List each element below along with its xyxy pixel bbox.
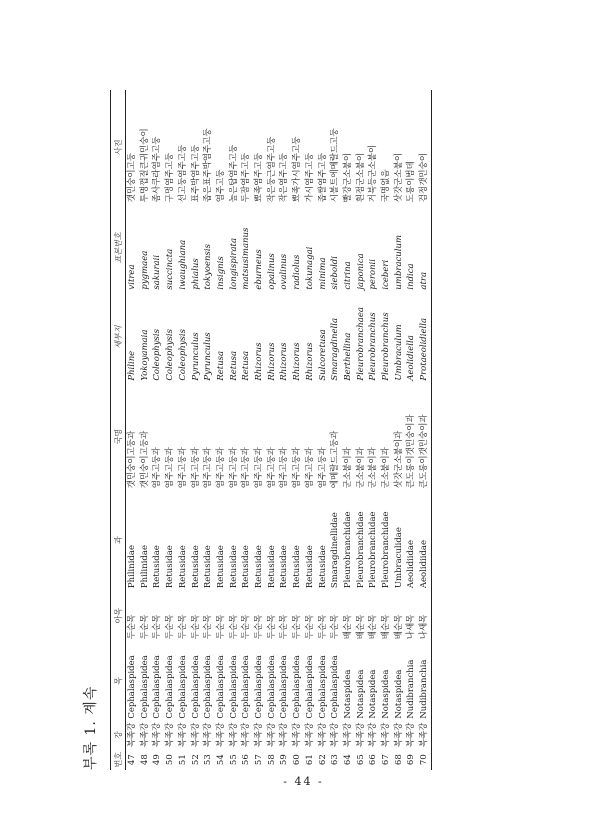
- cell-family: Retusidae: [241, 545, 252, 589]
- cell-photo-name: 빨강군소붙이: [342, 152, 353, 203]
- table-row: [367, 90, 380, 770]
- cell-order: Cephalaspidea: [177, 655, 188, 719]
- cell-photo-name: 두잠염주고둥: [241, 152, 252, 203]
- cell-family: Retusidae: [165, 545, 176, 589]
- appendix-title: 부록 1. 계속: [83, 685, 99, 770]
- cell-suborder: 두순목: [241, 614, 252, 640]
- cell-species: succincta: [165, 248, 176, 290]
- cell-species: iwaughiana: [177, 239, 188, 290]
- cell-genus: Pyrunculus: [190, 332, 201, 381]
- cell-genus: Retusa: [228, 350, 239, 381]
- cell-photo-name: 뾰족염주고둥: [254, 152, 265, 203]
- cell-suborder: 두순목: [127, 614, 137, 640]
- cell-suborder: 두순목: [215, 614, 226, 640]
- cell-species: tokyoensis: [203, 244, 214, 290]
- cell-number: 54: [215, 754, 226, 766]
- cell-family: Retusidae: [266, 545, 277, 589]
- cell-class: 복족강: [368, 722, 379, 748]
- cell-suborder: 두순목: [152, 614, 163, 640]
- table-row: [253, 90, 266, 770]
- cell-number: 53: [203, 754, 214, 766]
- cell-genus: Pleurobranchaea: [355, 307, 366, 381]
- cell-photo-name: 좁은표주박염주고둥: [203, 128, 214, 203]
- cell-family: Retusidae: [152, 545, 163, 589]
- cell-photo-name: 투명껍질큰귀민숭이: [139, 128, 150, 203]
- cell-genus: Coleophysis: [165, 329, 176, 381]
- cell-order: Cephalaspidea: [203, 655, 214, 719]
- table-row: [228, 90, 241, 770]
- cell-order: Cephalaspidea: [279, 655, 290, 719]
- cell-family: Retusidae: [317, 545, 328, 589]
- table-row: [278, 90, 291, 770]
- table-row: [355, 90, 368, 770]
- cell-number: 59: [279, 754, 290, 766]
- cell-photo-name: 구멍염주고둥: [165, 152, 176, 203]
- cell-genus: Smaragdinella: [330, 317, 341, 381]
- table-row: [393, 90, 406, 770]
- cell-family: Retusidae: [215, 545, 226, 589]
- cell-order: Cephalaspidea: [292, 655, 303, 719]
- cell-class: 복족강: [165, 722, 176, 748]
- cell-species: umbraculum: [393, 234, 404, 290]
- species-table: [110, 90, 432, 770]
- cell-suborder: 나새목: [406, 614, 417, 640]
- cell-species: matsusimanus: [241, 227, 252, 290]
- cell-photo-name: 좀사쿠라염주고둥: [152, 136, 163, 203]
- cell-photo-name: 삿갓군소붙이: [393, 152, 404, 203]
- table-row: [151, 90, 164, 770]
- cell-genus: Pleurobranchus: [368, 312, 379, 381]
- cell-photo-name: 작은염주고둥: [279, 152, 290, 203]
- cell-class: 복족강: [342, 722, 353, 748]
- cell-korean-name: 군소붙이과: [381, 447, 392, 489]
- cell-order: Notaspidea: [393, 669, 404, 719]
- cell-number: 67: [381, 754, 392, 766]
- cell-suborder: 두순목: [139, 614, 150, 640]
- cell-family: Aeolidiidae: [406, 539, 417, 589]
- header-genus: 세부지: [111, 292, 126, 383]
- cell-class: 복족강: [406, 722, 417, 748]
- cell-photo-name: 선고둥염주고둥: [177, 144, 188, 203]
- cell-class: 복족강: [355, 722, 366, 748]
- header-order: 목: [111, 641, 126, 720]
- cell-family: Retusidae: [228, 545, 239, 589]
- cell-suborder: 두순목: [203, 614, 214, 640]
- cell-class: 복족강: [215, 722, 226, 748]
- header-class: 강: [111, 721, 126, 750]
- cell-species: iceberi: [381, 259, 392, 290]
- cell-photo-name: 거북등군소붙이: [368, 144, 379, 203]
- cell-suborder: 배순목: [381, 614, 392, 640]
- cell-order: Notaspidea: [355, 669, 366, 719]
- cell-korean-name: 염주고둥과: [228, 447, 239, 489]
- cell-genus: Coleophysis: [177, 329, 188, 381]
- rotated-page-content: [80, 90, 540, 770]
- cell-korean-name: 염주고둥과: [317, 447, 328, 489]
- cell-genus: Protaeolidiella: [418, 292, 431, 383]
- cell-korean-name: 군소붙이과: [342, 447, 353, 489]
- cell-number: 66: [368, 754, 379, 766]
- cell-genus: Yokoyamaia: [139, 329, 150, 381]
- header-family: 과: [111, 490, 126, 590]
- cell-family: Retusidae: [190, 545, 201, 589]
- cell-species: sieboldi: [330, 256, 341, 290]
- cell-number: 65: [355, 754, 366, 766]
- cell-korean-name: 갯민숭이고둥과: [127, 430, 137, 489]
- cell-order: Nudibranchia: [418, 641, 431, 720]
- cell-suborder: 두순목: [177, 614, 188, 640]
- cell-class: 복족강: [139, 722, 150, 748]
- cell-number: 49: [152, 754, 163, 766]
- cell-class: 복족강: [203, 722, 214, 748]
- cell-suborder: 두순목: [330, 614, 341, 640]
- cell-family: Retusidae: [279, 545, 290, 589]
- header-number: 번호: [111, 749, 126, 770]
- cell-order: Cephalaspidea: [152, 655, 163, 719]
- cell-genus: Rhizorus: [254, 342, 265, 381]
- cell-family: Aeolidiidae: [418, 490, 431, 590]
- cell-photo-name: 뾰족가시염주고둥: [292, 136, 303, 203]
- cell-korean-name: 염주고둥과: [241, 447, 252, 489]
- cell-number: 55: [228, 754, 239, 766]
- cell-genus: Rhizorus: [266, 342, 277, 381]
- cell-number: 48: [139, 754, 150, 766]
- cell-order: Notaspidea: [368, 669, 379, 719]
- cell-genus: Rhizorus: [279, 342, 290, 381]
- cell-order: Cephalaspidea: [139, 655, 150, 719]
- table-row: [202, 90, 215, 770]
- cell-species: eburneus: [254, 249, 265, 290]
- cell-order: Cephalaspidea: [330, 655, 341, 719]
- cell-korean-name: 염주고둥과: [152, 447, 163, 489]
- cell-order: Cephalaspidea: [254, 655, 265, 719]
- cell-suborder: 배순목: [355, 614, 366, 640]
- table-body: [126, 90, 432, 770]
- cell-family: Pleurobranchidae: [368, 511, 379, 589]
- table-row: [177, 90, 190, 770]
- cell-class: 복족강: [177, 722, 188, 748]
- cell-class: 복족강: [266, 722, 277, 748]
- table-header-row: [111, 90, 126, 770]
- cell-species: sakuraii: [152, 254, 163, 290]
- cell-korean-name: 큰도롱이갯민숭이과: [418, 383, 431, 491]
- table-row: [240, 90, 253, 770]
- cell-korean-name: 염주고둥과: [203, 447, 214, 489]
- cell-korean-name: 염주고둥과: [304, 447, 315, 489]
- cell-class: 복족강: [330, 722, 341, 748]
- cell-species: vitrea: [127, 264, 137, 290]
- page-number: - 44 -: [283, 775, 324, 788]
- cell-suborder: 두순목: [228, 614, 239, 640]
- cell-genus: Coleophysis: [152, 329, 163, 381]
- cell-class: 복족강: [228, 722, 239, 748]
- cell-suborder: 두순목: [266, 614, 277, 640]
- cell-suborder: 두순목: [304, 614, 315, 640]
- cell-species: peronii: [368, 259, 379, 290]
- cell-photo-name: 갯민숭이고둥: [127, 152, 137, 203]
- cell-class: 복족강: [381, 722, 392, 748]
- cell-class: 복족강: [152, 722, 163, 748]
- cell-photo-name: 가시염주고둥: [304, 152, 315, 203]
- cell-suborder: 배순목: [393, 614, 404, 640]
- cell-suborder: 두순목: [292, 614, 303, 640]
- cell-order: Cephalaspidea: [228, 655, 239, 719]
- cell-species: tokunagai: [304, 246, 315, 290]
- cell-order: Cephalaspidea: [266, 655, 277, 719]
- cell-genus: Rhizorus: [292, 342, 303, 381]
- cell-photo-name: 도롱이범데: [406, 161, 417, 203]
- cell-korean-name: 염주고둥과: [279, 447, 290, 489]
- cell-class: 복족강: [254, 722, 265, 748]
- cell-species: minima: [317, 257, 328, 290]
- cell-species: indica: [406, 263, 417, 290]
- cell-species: insignis: [215, 256, 226, 290]
- cell-korean-name: 염주고둥과: [266, 447, 277, 489]
- table-row: [317, 90, 330, 770]
- cell-genus: Umbraculum: [393, 324, 404, 381]
- cell-number: 56: [241, 754, 252, 766]
- cell-species: citrina: [342, 261, 353, 290]
- cell-suborder: 두순목: [317, 614, 328, 640]
- cell-order: Notaspidea: [342, 669, 353, 719]
- table-row: [190, 90, 203, 770]
- table-row: [380, 90, 393, 770]
- cell-photo-name: 흰점군소붙이: [355, 152, 366, 203]
- cell-suborder: 배순목: [342, 614, 353, 640]
- cell-class: 복족강: [241, 722, 252, 748]
- cell-suborder: 두순목: [165, 614, 176, 640]
- cell-korean-name: 삿갓군소붙이과: [393, 430, 404, 489]
- cell-genus: Retusa: [241, 350, 252, 381]
- cell-genus: Retusa: [215, 350, 226, 381]
- cell-family: Umbraculidae: [393, 527, 404, 589]
- cell-photo-name: 표주박염주고둥: [190, 144, 201, 203]
- cell-order: Cephalaspidea: [304, 655, 315, 719]
- header-korean-name: 국명: [111, 383, 126, 491]
- cell-family: Philinidae: [139, 545, 150, 589]
- cell-genus: Pyrunculus: [203, 332, 214, 381]
- cell-family: Retusidae: [203, 545, 214, 589]
- cell-class: 복족강: [127, 722, 137, 748]
- cell-order: Nudibranchia: [406, 659, 417, 719]
- cell-genus: Aeolidiella: [406, 335, 417, 381]
- table-row: [418, 90, 431, 770]
- cell-korean-name: 염주고둥과: [292, 447, 303, 489]
- table-row: [126, 90, 139, 770]
- header-specimen: 표본번호: [111, 204, 126, 291]
- cell-suborder: 나새목: [418, 590, 431, 641]
- cell-order: Cephalaspidea: [241, 655, 252, 719]
- cell-korean-name: 염주고둥과: [254, 447, 265, 489]
- cell-korean-name: 염주고둥과: [215, 447, 226, 489]
- cell-suborder: 배순목: [368, 614, 379, 640]
- cell-family: Retusidae: [304, 545, 315, 589]
- cell-order: Cephalaspidea: [215, 655, 226, 719]
- table-row: [405, 90, 418, 770]
- cell-number: 51: [177, 754, 188, 766]
- cell-suborder: 두순목: [254, 614, 265, 640]
- cell-order: Cephalaspidea: [317, 655, 328, 719]
- cell-photo-name: 작은둥근염주고둥: [266, 136, 277, 203]
- cell-genus: Rhizorus: [304, 342, 315, 381]
- cell-class: 복족강: [393, 722, 404, 748]
- table-row: [342, 90, 355, 770]
- cell-photo-name: 좁쌀염주고둥: [317, 152, 328, 203]
- header-photo: 사진: [111, 90, 126, 204]
- cell-species: pygmaea: [139, 250, 150, 290]
- cell-species: atra: [418, 204, 431, 291]
- cell-species: opalinus: [266, 253, 277, 290]
- table-row: [215, 90, 228, 770]
- cell-family: Smaragdinellidae: [330, 512, 341, 589]
- cell-order: Cephalaspidea: [127, 655, 137, 719]
- cell-order: Cephalaspidea: [165, 655, 176, 719]
- cell-number: 64: [342, 754, 353, 766]
- cell-photo-name: 검정갯민숭이: [418, 90, 431, 204]
- cell-number: 50: [165, 754, 176, 766]
- cell-family: Retusidae: [292, 545, 303, 589]
- cell-genus: Pleurobranchus: [381, 312, 392, 381]
- cell-species: longispirata: [228, 237, 239, 290]
- table-row: [139, 90, 152, 770]
- cell-class: 복족강: [292, 722, 303, 748]
- cell-number: 68: [393, 754, 404, 766]
- cell-photo-name: 시볼트에메랄드고둥: [330, 128, 341, 203]
- table-row: [266, 90, 279, 770]
- cell-number: 62: [317, 754, 328, 766]
- header-suborder: 아목: [111, 590, 126, 641]
- cell-genus: Berthellina: [342, 332, 353, 381]
- cell-number: 47: [127, 754, 137, 766]
- cell-family: Pleurobranchidae: [381, 511, 392, 589]
- cell-suborder: 두순목: [279, 614, 290, 640]
- table-row: [291, 90, 304, 770]
- cell-number: 58: [266, 754, 277, 766]
- cell-genus: Philine: [127, 350, 137, 381]
- cell-family: Retusidae: [254, 545, 265, 589]
- cell-order: Notaspidea: [381, 669, 392, 719]
- cell-korean-name: 염주고둥과: [177, 447, 188, 489]
- cell-species: phialus: [190, 258, 201, 290]
- cell-photo-name: 국명없음: [381, 169, 392, 203]
- cell-family: Pleurobranchidae: [355, 511, 366, 589]
- cell-korean-name: 염주고둥과: [165, 447, 176, 489]
- cell-suborder: 두순목: [190, 614, 201, 640]
- cell-number: 57: [254, 754, 265, 766]
- table-row: [304, 90, 317, 770]
- cell-number: 60: [292, 754, 303, 766]
- cell-class: 복족강: [317, 722, 328, 748]
- cell-species: radiolus: [292, 254, 303, 290]
- cell-korean-name: 군소붙이과: [368, 447, 379, 489]
- cell-korean-name: 염주고둥과: [190, 447, 201, 489]
- cell-genus: Sulcoretusa: [317, 329, 328, 381]
- cell-class: 복족강: [279, 722, 290, 748]
- cell-number: 61: [304, 754, 315, 766]
- cell-number: 63: [330, 754, 341, 766]
- cell-photo-name: 높은탑염주고둥: [228, 144, 239, 203]
- cell-class: 복족강: [418, 721, 431, 750]
- cell-korean-name: 큰도롱이갯민숭이과: [406, 414, 417, 489]
- cell-korean-name: 군소붙이과: [355, 447, 366, 489]
- cell-family: Pleurobranchidae: [342, 511, 353, 589]
- table-row: [164, 90, 177, 770]
- cell-korean-name: 갯민숭이고둥과: [139, 430, 150, 489]
- cell-korean-name: 에메랄드고둥과: [330, 430, 341, 489]
- cell-number: 69: [406, 754, 417, 766]
- cell-species: japonica: [355, 253, 366, 290]
- cell-family: Retusidae: [177, 545, 188, 589]
- cell-family: Philinidae: [127, 545, 137, 589]
- cell-species: ovalinus: [279, 253, 290, 290]
- cell-class: 복족강: [304, 722, 315, 748]
- cell-number: 52: [190, 754, 201, 766]
- cell-photo-name: 염주고둥: [215, 169, 226, 203]
- cell-class: 복족강: [190, 722, 201, 748]
- cell-number: 70: [418, 749, 431, 770]
- cell-order: Cephalaspidea: [190, 655, 201, 719]
- table-row: [329, 90, 342, 770]
